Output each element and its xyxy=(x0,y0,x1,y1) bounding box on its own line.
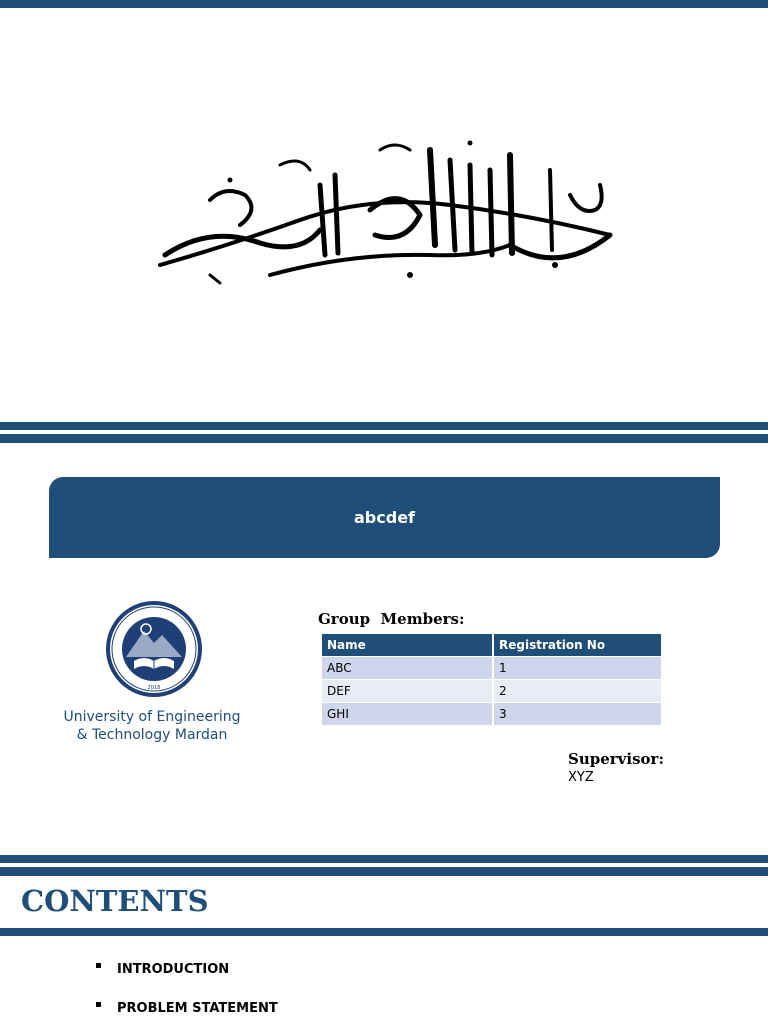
member-name: DEF xyxy=(322,680,492,702)
column-header-name: Name xyxy=(322,634,492,656)
square-bullet-icon xyxy=(96,1002,101,1007)
supervisor-label: Supervisor: xyxy=(568,750,664,768)
contents-item-label: INTRODUCTION xyxy=(117,961,230,977)
contents-item-label: PROBLEM STATEMENT xyxy=(117,1000,278,1016)
divider-bar xyxy=(0,422,768,430)
square-bullet-icon xyxy=(96,963,101,968)
university-name-line2: & Technology Mardan xyxy=(76,727,228,743)
table-row xyxy=(322,703,661,725)
table-row xyxy=(322,680,661,702)
list-item xyxy=(96,997,278,1019)
member-name: GHI xyxy=(322,703,492,725)
supervisor-name: XYZ xyxy=(568,770,594,785)
university-seal-logo-icon xyxy=(104,599,204,699)
top-border xyxy=(0,0,768,8)
university-name xyxy=(52,708,252,744)
table-header-row xyxy=(322,634,661,656)
member-reg-no: 1 xyxy=(494,657,661,679)
member-name: ABC xyxy=(322,657,492,679)
divider-bar xyxy=(0,434,768,443)
member-reg-no: 3 xyxy=(494,703,661,725)
divider-bar xyxy=(0,855,768,863)
list-item xyxy=(96,958,278,980)
column-header-registration: Registration No xyxy=(494,634,661,656)
contents-heading: CONTENTS xyxy=(21,884,209,918)
divider-bar xyxy=(0,867,768,876)
bismillah-calligraphy-icon xyxy=(150,125,620,295)
contents-list xyxy=(96,958,278,1036)
logo-year: 2018 xyxy=(147,685,161,691)
project-title-banner xyxy=(49,477,720,558)
table-row xyxy=(322,657,661,679)
divider-bar xyxy=(0,928,768,936)
members-table xyxy=(320,633,663,726)
group-members-heading: Group Members: xyxy=(318,610,465,628)
university-name-line1: University of Engineering xyxy=(63,709,241,725)
member-reg-no: 2 xyxy=(494,680,661,702)
project-title: abcdef xyxy=(354,508,415,527)
